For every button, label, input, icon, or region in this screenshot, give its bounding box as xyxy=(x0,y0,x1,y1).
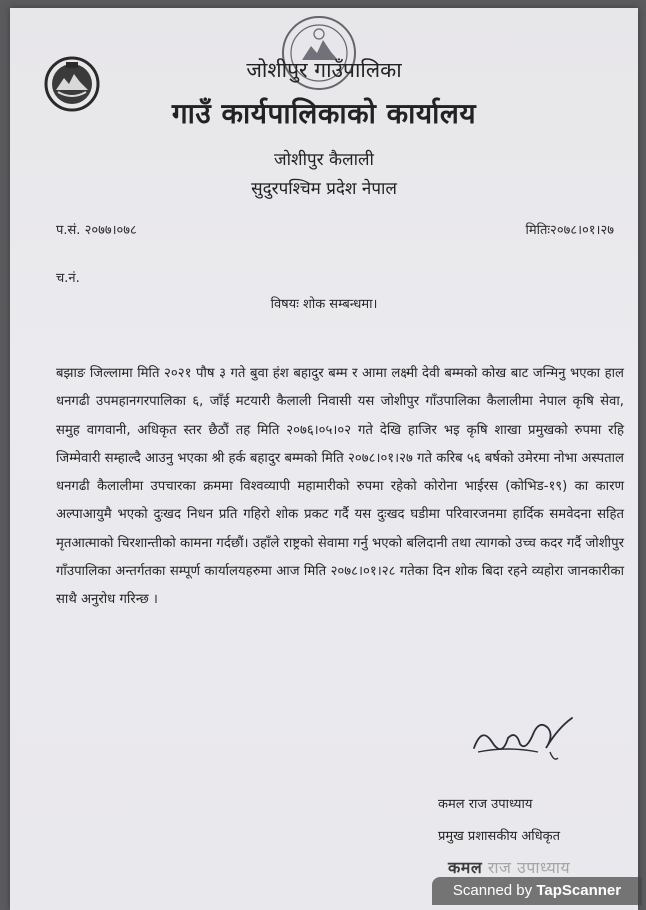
signatory-name: कमल राज उपाध्याय xyxy=(438,797,533,812)
scanner-brand: TapScanner xyxy=(536,882,622,899)
scanned-prefix: Scanned by xyxy=(452,882,533,899)
office-location: जोशीपुर कैलाली xyxy=(274,150,374,170)
name-stamp-first: कमल xyxy=(448,858,483,877)
municipality-name: जोशीपुर गाउँपालिका xyxy=(246,58,402,82)
letter-date: मितिः२०७८।०१।२७ xyxy=(525,223,614,238)
name-stamp-rest: राज उपाध्याय xyxy=(487,858,571,877)
name-stamp xyxy=(448,856,570,878)
office-province: सुदुरपश्चिम प्रदेश नेपाल xyxy=(251,179,397,199)
letter-body: बझाङ जिल्लामा मिति २०२१ पौष ३ गते बुवा हंश बहादुर बम्म र आमा लक्ष्मी देवी बम्मको कोख बाट जन्मिनु भएका हाल धनगढी उपमहानगरपालिका ६, जाँई मटयारी कैलाली निवासी यस जोशीपुर गाँउपालिका कैलालीमा नेपाल कृषि सेवा, समुह वागवानी, अधिकृत स्तर छैठौं तह मिति २०७६।०५।०२ गते देखि हाजिर भइ कृषि शाखा प्रमुखको रुपमा रहि जिम्मेवारी सम्हाल्दै आउनु भएका श्री हर्क बहादुर बम्मको मिति २०७८।०१।२७ गते करिब ५६ बर्षको उमेरमा नोभा अस्पताल धनगढी कैलालीमा उपचारका क्रममा विश्वव्यापी महामारीको रुपमा रहेको कोरोना भाईरस (कोभिड-१९) का कारण अल्पाआयुमै भएको दुःखद निधन प्रति गहिरो शोक प्रकट गर्दै यस दुःखद घडीमा परिवारजनमा हार्दिक समवेदना सहित मृतआत्माको चिरशान्तीको कामना गर्दछौं। उहाँले राष्ट्रको सेवामा गर्नु भएको बलिदानी तथा त्यागको उच्च कदर गर्दै जोशीपुर गाँउपालिका अन्तर्गतका सम्पूर्ण कार्यालयहरुमा आज मिति २०७८।०१।२८ गतेका दिन शोक बिदा रहने व्यहोरा जानकारीका साथै अनुरोध गरिन्छ । xyxy=(56,366,624,608)
signatory-title: प्रमुख प्रशासकीय अधिकृत xyxy=(438,829,561,844)
signature-icon xyxy=(468,708,588,768)
letter-subject: विषयः शोक सम्बन्धमा। xyxy=(270,297,378,312)
reference-number: च.नं. xyxy=(56,271,80,286)
fiscal-year: प.सं. २०७७।०७८ xyxy=(56,223,137,238)
office-title: गाउँ कार्यपालिकाको कार्यालय xyxy=(171,97,477,130)
scanner-watermark xyxy=(432,877,642,905)
letter-page xyxy=(10,8,638,910)
